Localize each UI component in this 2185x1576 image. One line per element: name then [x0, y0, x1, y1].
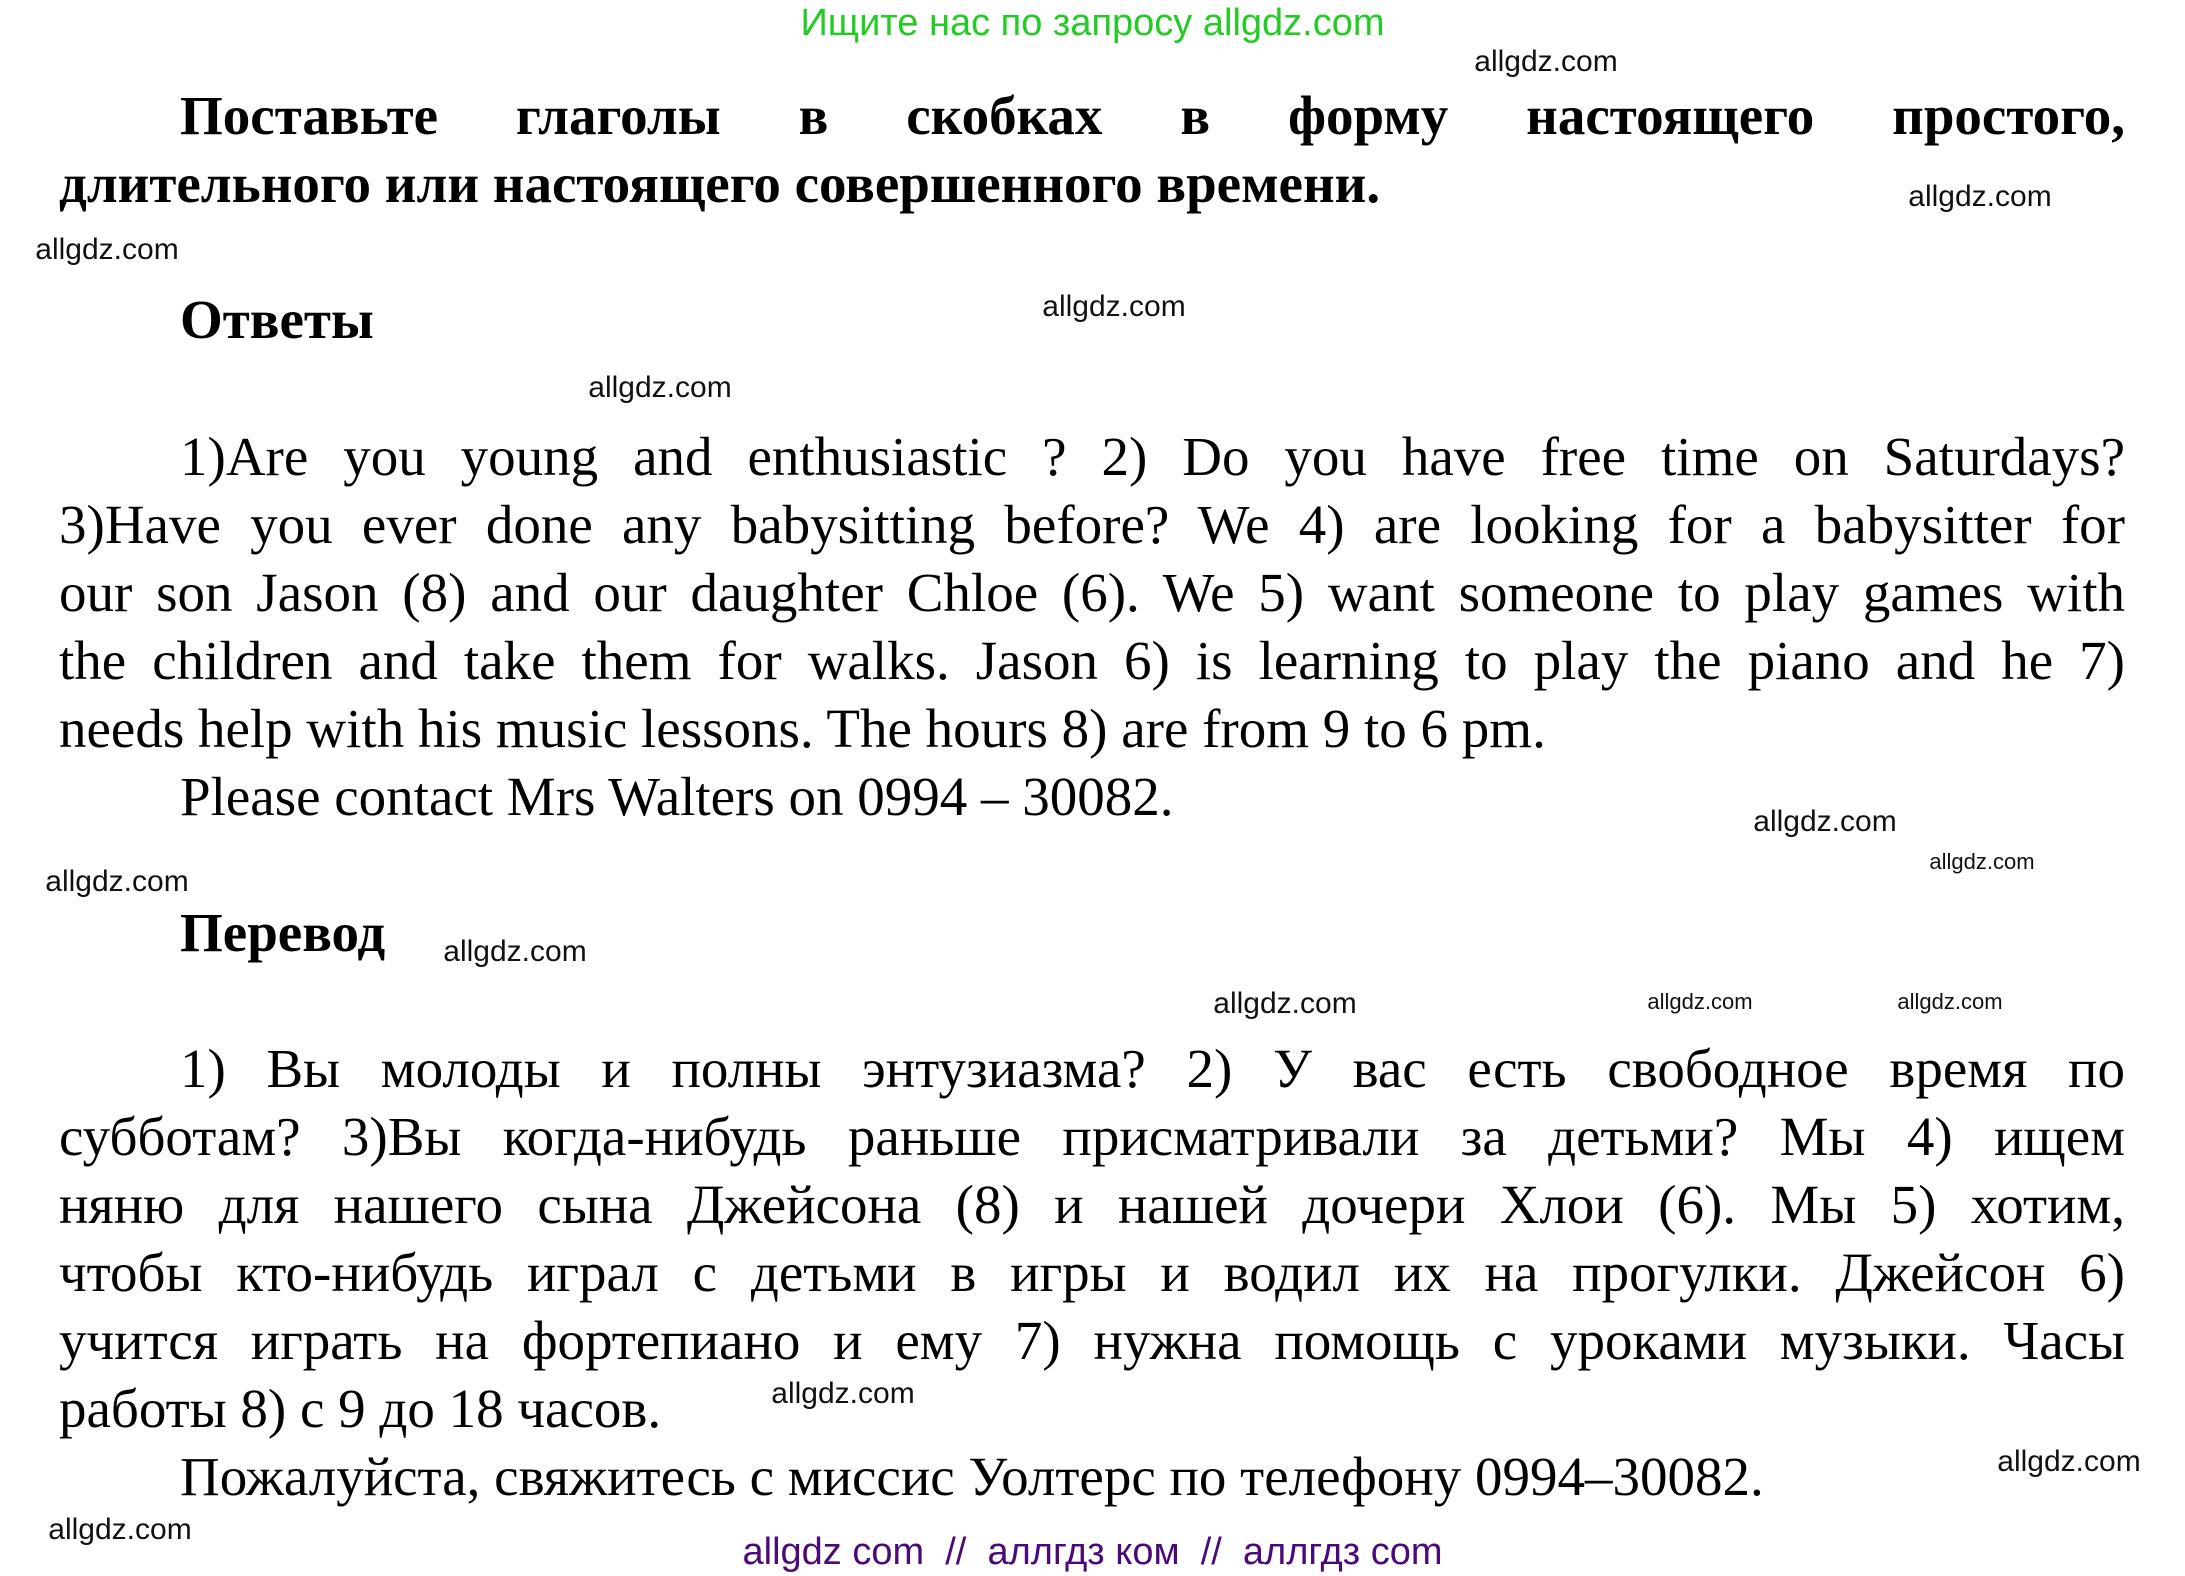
- answer-line: the children and take them for walks. Jason 6) is learning to play the piano and he 7): [59, 630, 2125, 691]
- translation-line: 1) Вы молоды и полны энтузиазма? 2) У вас есть свободное время по: [180, 1038, 2125, 1099]
- task-line-2: длительного или настоящего совершенного времени.: [59, 153, 1381, 214]
- answer-line: our son Jason (8) and our daughter Chloe (6). We 5) want someone to play games with: [59, 562, 2125, 623]
- footer-banner[interactable]: allgdz com // аллгдз ком // аллгдз com: [742, 1531, 1443, 1573]
- watermark: allgdz.com: [48, 1513, 192, 1546]
- watermark: allgdz.com: [771, 1377, 915, 1410]
- watermark: allgdz.com: [1753, 805, 1897, 838]
- translation-line: субботам? 3)Вы когда-нибудь раньше присматривали за детьми? Мы 4) ищем: [59, 1106, 2125, 1167]
- watermark: allgdz.com: [1474, 45, 1618, 78]
- watermark: allgdz.com: [1997, 1445, 2141, 1478]
- watermark: allgdz.com: [1647, 989, 1753, 1014]
- watermark: allgdz.com: [35, 233, 179, 266]
- task-line-1: Поставьте глаголы в скобках в форму настоящего простого,: [180, 85, 2125, 146]
- watermark: allgdz.com: [1213, 987, 1357, 1020]
- translation-line: няню для нашего сына Джейсона (8) и нашей дочери Хлои (6). Мы 5) хотим,: [59, 1174, 2125, 1235]
- watermark: allgdz.com: [1897, 989, 2003, 1014]
- answer-line: 1)Are you young and enthusiastic ? 2) Do you have free time on Saturdays?: [180, 426, 2125, 487]
- watermark: allgdz.com: [1929, 849, 2035, 874]
- answer-line: 3)Have you ever done any babysitting before? We 4) are looking for a babysitter for: [59, 494, 2125, 555]
- translation-line: работы 8) с 9 до 18 часов.: [59, 1378, 662, 1439]
- header-banner[interactable]: Ищите нас по запросу allgdz.com: [800, 2, 1385, 44]
- answer-line: needs help with his music lessons. The hours 8) are from 9 to 6 pm.: [59, 698, 1546, 759]
- answer-contact: Please contact Mrs Walters on 0994 – 30082.: [180, 766, 1174, 827]
- watermark: allgdz.com: [1042, 290, 1186, 323]
- watermark: allgdz.com: [1908, 180, 2052, 213]
- watermark: allgdz.com: [45, 865, 189, 898]
- translation-heading: Перевод: [180, 902, 386, 963]
- translation-line: чтобы кто-нибудь играл с детьми в игры и водил их на прогулки. Джейсон 6): [59, 1242, 2125, 1303]
- translation-line: учится играть на фортепиано и ему 7) нужна помощь с уроками музыки. Часы: [59, 1310, 2125, 1371]
- translation-contact: Пожалуйста, свяжитесь с миссис Уолтерс по телефону 0994–30082.: [180, 1446, 1764, 1507]
- answers-heading: Ответы: [180, 289, 374, 350]
- watermark: allgdz.com: [443, 935, 587, 968]
- watermark: allgdz.com: [588, 371, 732, 404]
